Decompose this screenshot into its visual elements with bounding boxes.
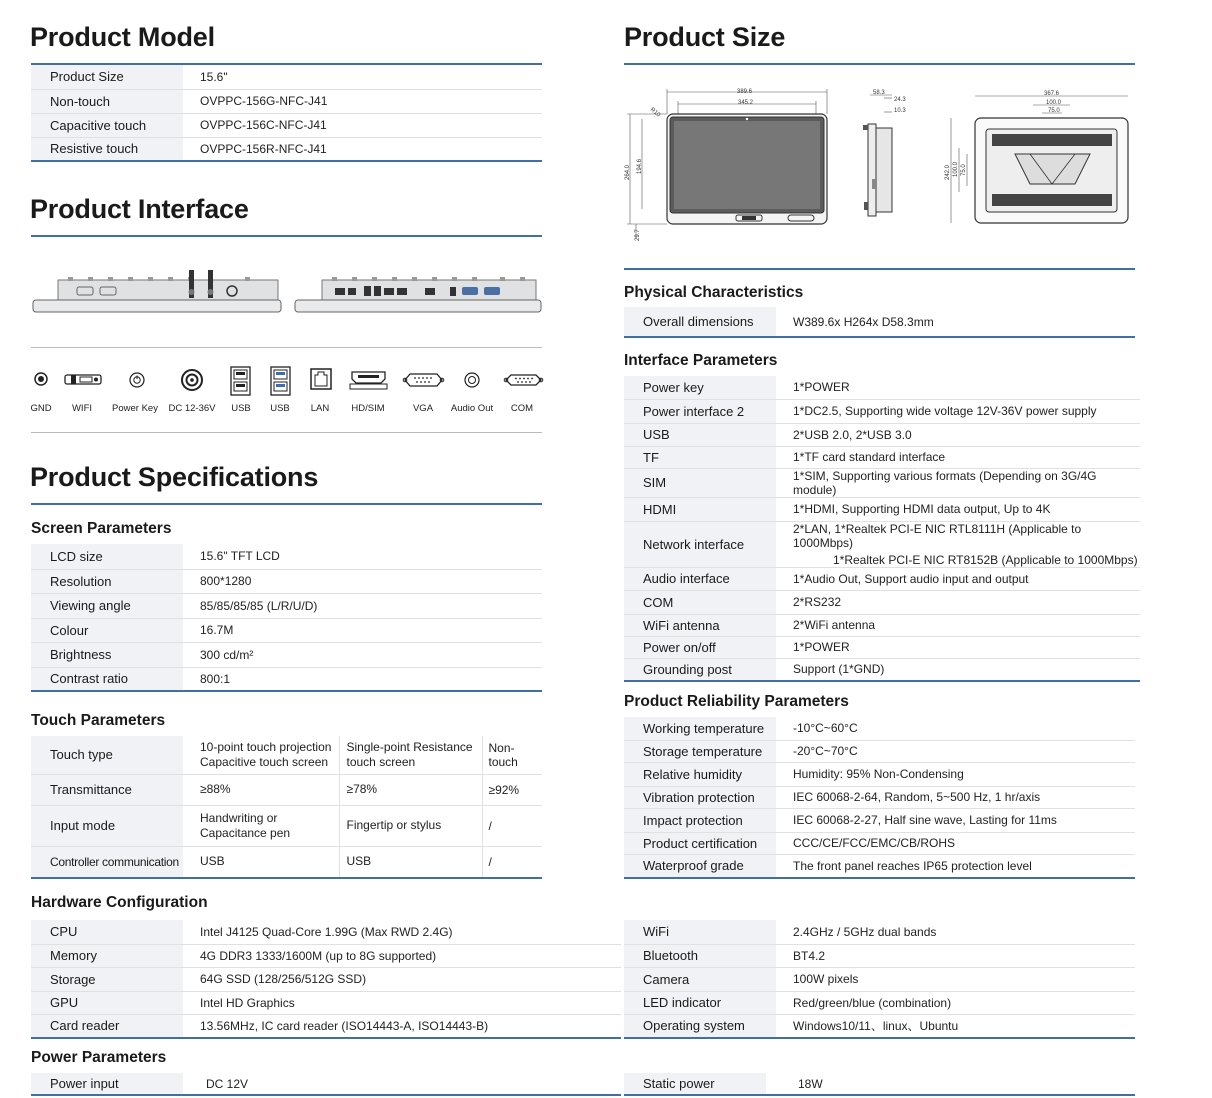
spec-value: OVPPC-156G-NFC-J41 [183,89,542,113]
icon-label-hdmi-sim: HD/SIM [351,403,385,414]
spec-value: Red/green/blue (combination) [776,991,1135,1014]
table-row [31,569,542,593]
divider [31,347,542,348]
power-input-value: DC 12V [183,1073,621,1095]
spec-value: Intel J4125 Quad-Core 1.99G (Max RWD 2.4G) [183,920,621,944]
spec-key: TF [624,446,776,468]
spec-key: Colour [31,618,183,642]
spec-key: Touch type [31,736,183,774]
spec-value: 2*RS232 [776,590,1140,614]
spec-key: Vibration protection [624,786,776,808]
dim-front-inner: 345.2 [738,100,754,106]
table-row [31,593,542,618]
dim-front-corner: R10 [648,106,662,119]
table-row [624,786,1135,808]
spec-value: ≥92% [482,774,542,805]
table-row [624,991,1135,1014]
table-row [31,920,621,944]
spec-value: Intel HD Graphics [183,991,621,1014]
table-row [624,399,1140,423]
physical-characteristics-title: Physical Characteristics [624,284,804,301]
icon-label-audio-out: Audio Out [450,403,494,414]
dim-back-height: 242.0 [945,164,951,180]
table-row [31,89,542,113]
power-input-key: Power input [31,1073,183,1095]
spec-value: 15.6" TFT LCD [183,544,542,569]
spec-key: Camera [624,967,776,991]
table-row [624,590,1140,614]
spec-value: 2*USB 2.0, 2*USB 3.0 [776,423,1140,446]
icon-label-gnd: GND [30,403,52,414]
reliability-parameters-table [624,717,1135,879]
spec-value: 16.7M [183,618,542,642]
spec-key: Capacitive touch [31,113,183,137]
spec-key: Network interface [624,521,776,567]
dim-back-d: 75.0 [961,164,967,176]
dim-back-a: 100.0 [1046,100,1062,106]
table-row [31,991,621,1014]
table-row [624,808,1135,832]
spec-value: USB [339,846,482,878]
spec-value: 1*HDMI, Supporting HDMI data output, Up to 4K [776,497,1140,521]
spec-value: OVPPC-156C-NFC-J41 [183,113,542,137]
spec-key: Bluetooth [624,944,776,967]
table-row [624,944,1135,967]
hardware-left-table [31,920,621,1039]
spec-value: -20°C~70°C [776,740,1135,762]
spec-value: 15.6" [183,65,542,89]
spec-value: CCC/CE/FCC/EMC/CB/ROHS [776,832,1135,854]
table-row [624,614,1140,636]
spec-key: LCD size [31,544,183,569]
screen-parameters-title: Screen Parameters [31,520,172,537]
product-model-title: Product Model [30,22,215,52]
dim-back-width: 367.6 [1044,91,1060,97]
dim-front-bottom: 29.7 [635,229,641,241]
spec-value: 1*TF card standard interface [776,446,1140,468]
icon-label-com: COM [510,403,534,414]
lan-port-icon [311,369,331,389]
spec-value: 100W pixels [776,967,1135,991]
spec-key: Input mode [31,805,183,846]
table-row [31,944,621,967]
spec-key: Non-touch [31,89,183,113]
product-model-table [31,65,542,162]
reliability-parameters-title: Product Reliability Parameters [624,693,849,710]
spec-key: Card reader [31,1014,183,1038]
hardware-configuration-title: Hardware Configuration [31,894,208,911]
spec-value: ≥88% [183,774,339,805]
gnd-icon [35,373,47,385]
spec-key: Transmittance [31,774,183,805]
spec-key: Power interface 2 [624,399,776,423]
vga-port-icon [403,374,444,386]
table-row [31,805,542,846]
spec-key: Audio interface [624,567,776,590]
spec-value: IEC 60068-2-64, Random, 5~500 Hz, 1 hr/axis [776,786,1135,808]
wifi-antenna-icon [65,375,101,384]
spec-value [776,521,1140,567]
spec-key: Viewing angle [31,593,183,618]
spec-value: -10°C~60°C [776,717,1135,740]
dim-front-width: 389.6 [737,89,753,95]
spec-value-line: 2*LAN, 1*Realtek PCI-E NIC RTL8111H (Applicable to 1000Mbps) [793,521,1082,550]
dim-side-b: 10.3 [894,108,906,114]
table-row [31,967,621,991]
icon-label-lan: LAN [310,403,330,414]
spec-key: WiFi antenna [624,614,776,636]
spec-value: 1*Audio Out, Support audio input and output [776,567,1140,590]
icon-label-usb3: USB [270,403,290,414]
spec-key: COM [624,590,776,614]
spec-value: 800:1 [183,667,542,691]
spec-key: Controller communication [31,846,183,878]
spec-value-line: 1*Realtek PCI-E NIC RT8152B (Applicable to 1000Mbps) [833,552,1138,567]
table-row [624,717,1135,740]
table-row [31,65,542,89]
table-row [624,307,1135,337]
spec-value: 13.56MHz, IC card reader (ISO14443-A, ISO14443-B) [183,1014,621,1038]
spec-value: 1*POWER [776,636,1140,658]
spec-value: 64G SSD (128/256/512G SSD) [183,967,621,991]
icon-label-usb2: USB [231,403,251,414]
spec-key: Overall dimensions [624,307,776,337]
spec-key: HDMI [624,497,776,521]
power-right-table [624,1073,1135,1096]
spec-key: Memory [31,944,183,967]
icon-label-dc: DC 12-36V [168,403,216,414]
spec-key: Power on/off [624,636,776,658]
table-row [31,1014,621,1038]
table-row [624,446,1140,468]
touch-parameters-title: Touch Parameters [31,712,166,729]
audio-out-icon [465,373,479,387]
spec-key: Working temperature [624,717,776,740]
divider [31,432,542,433]
icon-label-power-key: Power Key [112,403,158,414]
power-parameters-title: Power Parameters [31,1049,167,1066]
spec-value: The front panel reaches IP65 protection level [776,854,1135,878]
spec-value: Support (1*GND) [776,658,1140,681]
spec-key: Power key [624,376,776,399]
spec-value: 800*1280 [183,569,542,593]
spec-value: USB [183,846,339,878]
table-row [624,1014,1135,1038]
spec-value: Humidity: 95% Non-Condensing [776,762,1135,786]
spec-key: Operating system [624,1014,776,1038]
table-row [31,667,542,691]
table-row [624,567,1140,590]
table-row [624,497,1140,521]
table-row [624,832,1135,854]
static-power-value: 18W [766,1073,1135,1095]
hdmi-sim-icon [350,372,387,389]
touch-parameters-table [31,736,542,879]
spec-value: Windows10/11、linux、Ubuntu [776,1014,1135,1038]
dim-back-c: 100.0 [953,161,959,177]
dim-side-a: 24.3 [894,97,906,103]
usb2-icon [231,367,250,395]
usb3-icon [271,367,290,395]
spec-value: 2*WiFi antenna [776,614,1140,636]
spec-key: Impact protection [624,808,776,832]
table-row [31,642,542,667]
dim-front-inner-height: 194.6 [637,158,643,174]
dim-back-b: 75.0 [1048,108,1060,114]
spec-key: Storage [31,967,183,991]
table-row [624,762,1135,786]
table-row [31,137,542,161]
spec-value: 10-point touch projection Capacitive touch screen [183,736,339,774]
spec-value: Single-point Resistance touch screen [339,736,482,774]
spec-key: LED indicator [624,991,776,1014]
table-row [31,736,542,774]
divider [31,235,542,237]
spec-value: / [482,805,542,846]
spec-key: Resolution [31,569,183,593]
spec-value: Non-touch [482,736,542,774]
table-row [624,740,1135,762]
spec-key: Waterproof grade [624,854,776,878]
side-port-view [30,268,545,320]
static-power-key: Static power [624,1073,766,1095]
spec-key: CPU [31,920,183,944]
spec-value: OVPPC-156R-NFC-J41 [183,137,542,161]
table-row [624,854,1135,878]
table-row [624,967,1135,991]
dc-jack-icon [182,370,202,390]
spec-key: Grounding post [624,658,776,681]
spec-key: WiFi [624,920,776,944]
spec-value: W389.6x H264x D58.3mm [776,307,1135,337]
interface-parameters-title: Interface Parameters [624,352,778,369]
product-specifications-title: Product Specifications [30,462,319,492]
com-port-icon [504,375,543,385]
divider [624,268,1135,270]
spec-value: 85/85/85/85 (L/R/U/D) [183,593,542,618]
spec-value: 1*POWER [776,376,1140,399]
table-row [31,618,542,642]
hardware-right-table [624,920,1135,1039]
spec-key: Product certification [624,832,776,854]
table-row [624,468,1140,497]
table-row [624,423,1140,446]
divider [624,63,1135,65]
spec-key: SIM [624,468,776,497]
icon-label-vga: VGA [412,403,434,414]
spec-value: 2.4GHz / 5GHz dual bands [776,920,1135,944]
spec-key: Product Size [31,65,183,89]
table-row [624,376,1140,399]
table-row [624,521,1140,567]
spec-value: 1*SIM, Supporting various formats (Depending on 3G/4G module) [776,468,1140,497]
spec-key: USB [624,423,776,446]
spec-value: / [482,846,542,878]
interface-icons [30,366,545,396]
screen-parameters-table [31,544,542,692]
spec-key: Resistive touch [31,137,183,161]
interface-parameters-table [624,376,1140,682]
dim-side-depth: 58.3 [873,90,885,96]
table-row [624,920,1135,944]
table-row [624,658,1140,681]
spec-value: Fingertip or stylus [339,805,482,846]
spec-value: 1*DC2.5, Supporting wide voltage 12V-36V power supply [776,399,1140,423]
power-key-icon [130,373,144,387]
spec-key: Relative humidity [624,762,776,786]
spec-value: IEC 60068-2-27, Half sine wave, Lasting for 11ms [776,808,1135,832]
table-row [624,636,1140,658]
spec-value: Handwriting or Capacitance pen [183,805,339,846]
spec-value: ≥78% [339,774,482,805]
spec-key: Contrast ratio [31,667,183,691]
spec-value: 4G DDR3 1333/1600M (up to 8G supported) [183,944,621,967]
table-row [31,846,542,878]
spec-key: Storage temperature [624,740,776,762]
dimension-drawing [620,84,1140,244]
power-left-table [31,1073,621,1096]
table-row [31,544,542,569]
physical-characteristics-table [624,307,1135,338]
product-size-title: Product Size [624,22,786,52]
table-row [31,774,542,805]
product-interface-title: Product Interface [30,194,249,224]
table-row [31,113,542,137]
icon-label-wifi: WIFI [71,403,93,414]
spec-key: GPU [31,991,183,1014]
divider [31,503,542,505]
spec-value: BT4.2 [776,944,1135,967]
spec-value: 300 cd/m² [183,642,542,667]
spec-key: Brightness [31,642,183,667]
dim-front-height: 264.0 [625,164,631,180]
